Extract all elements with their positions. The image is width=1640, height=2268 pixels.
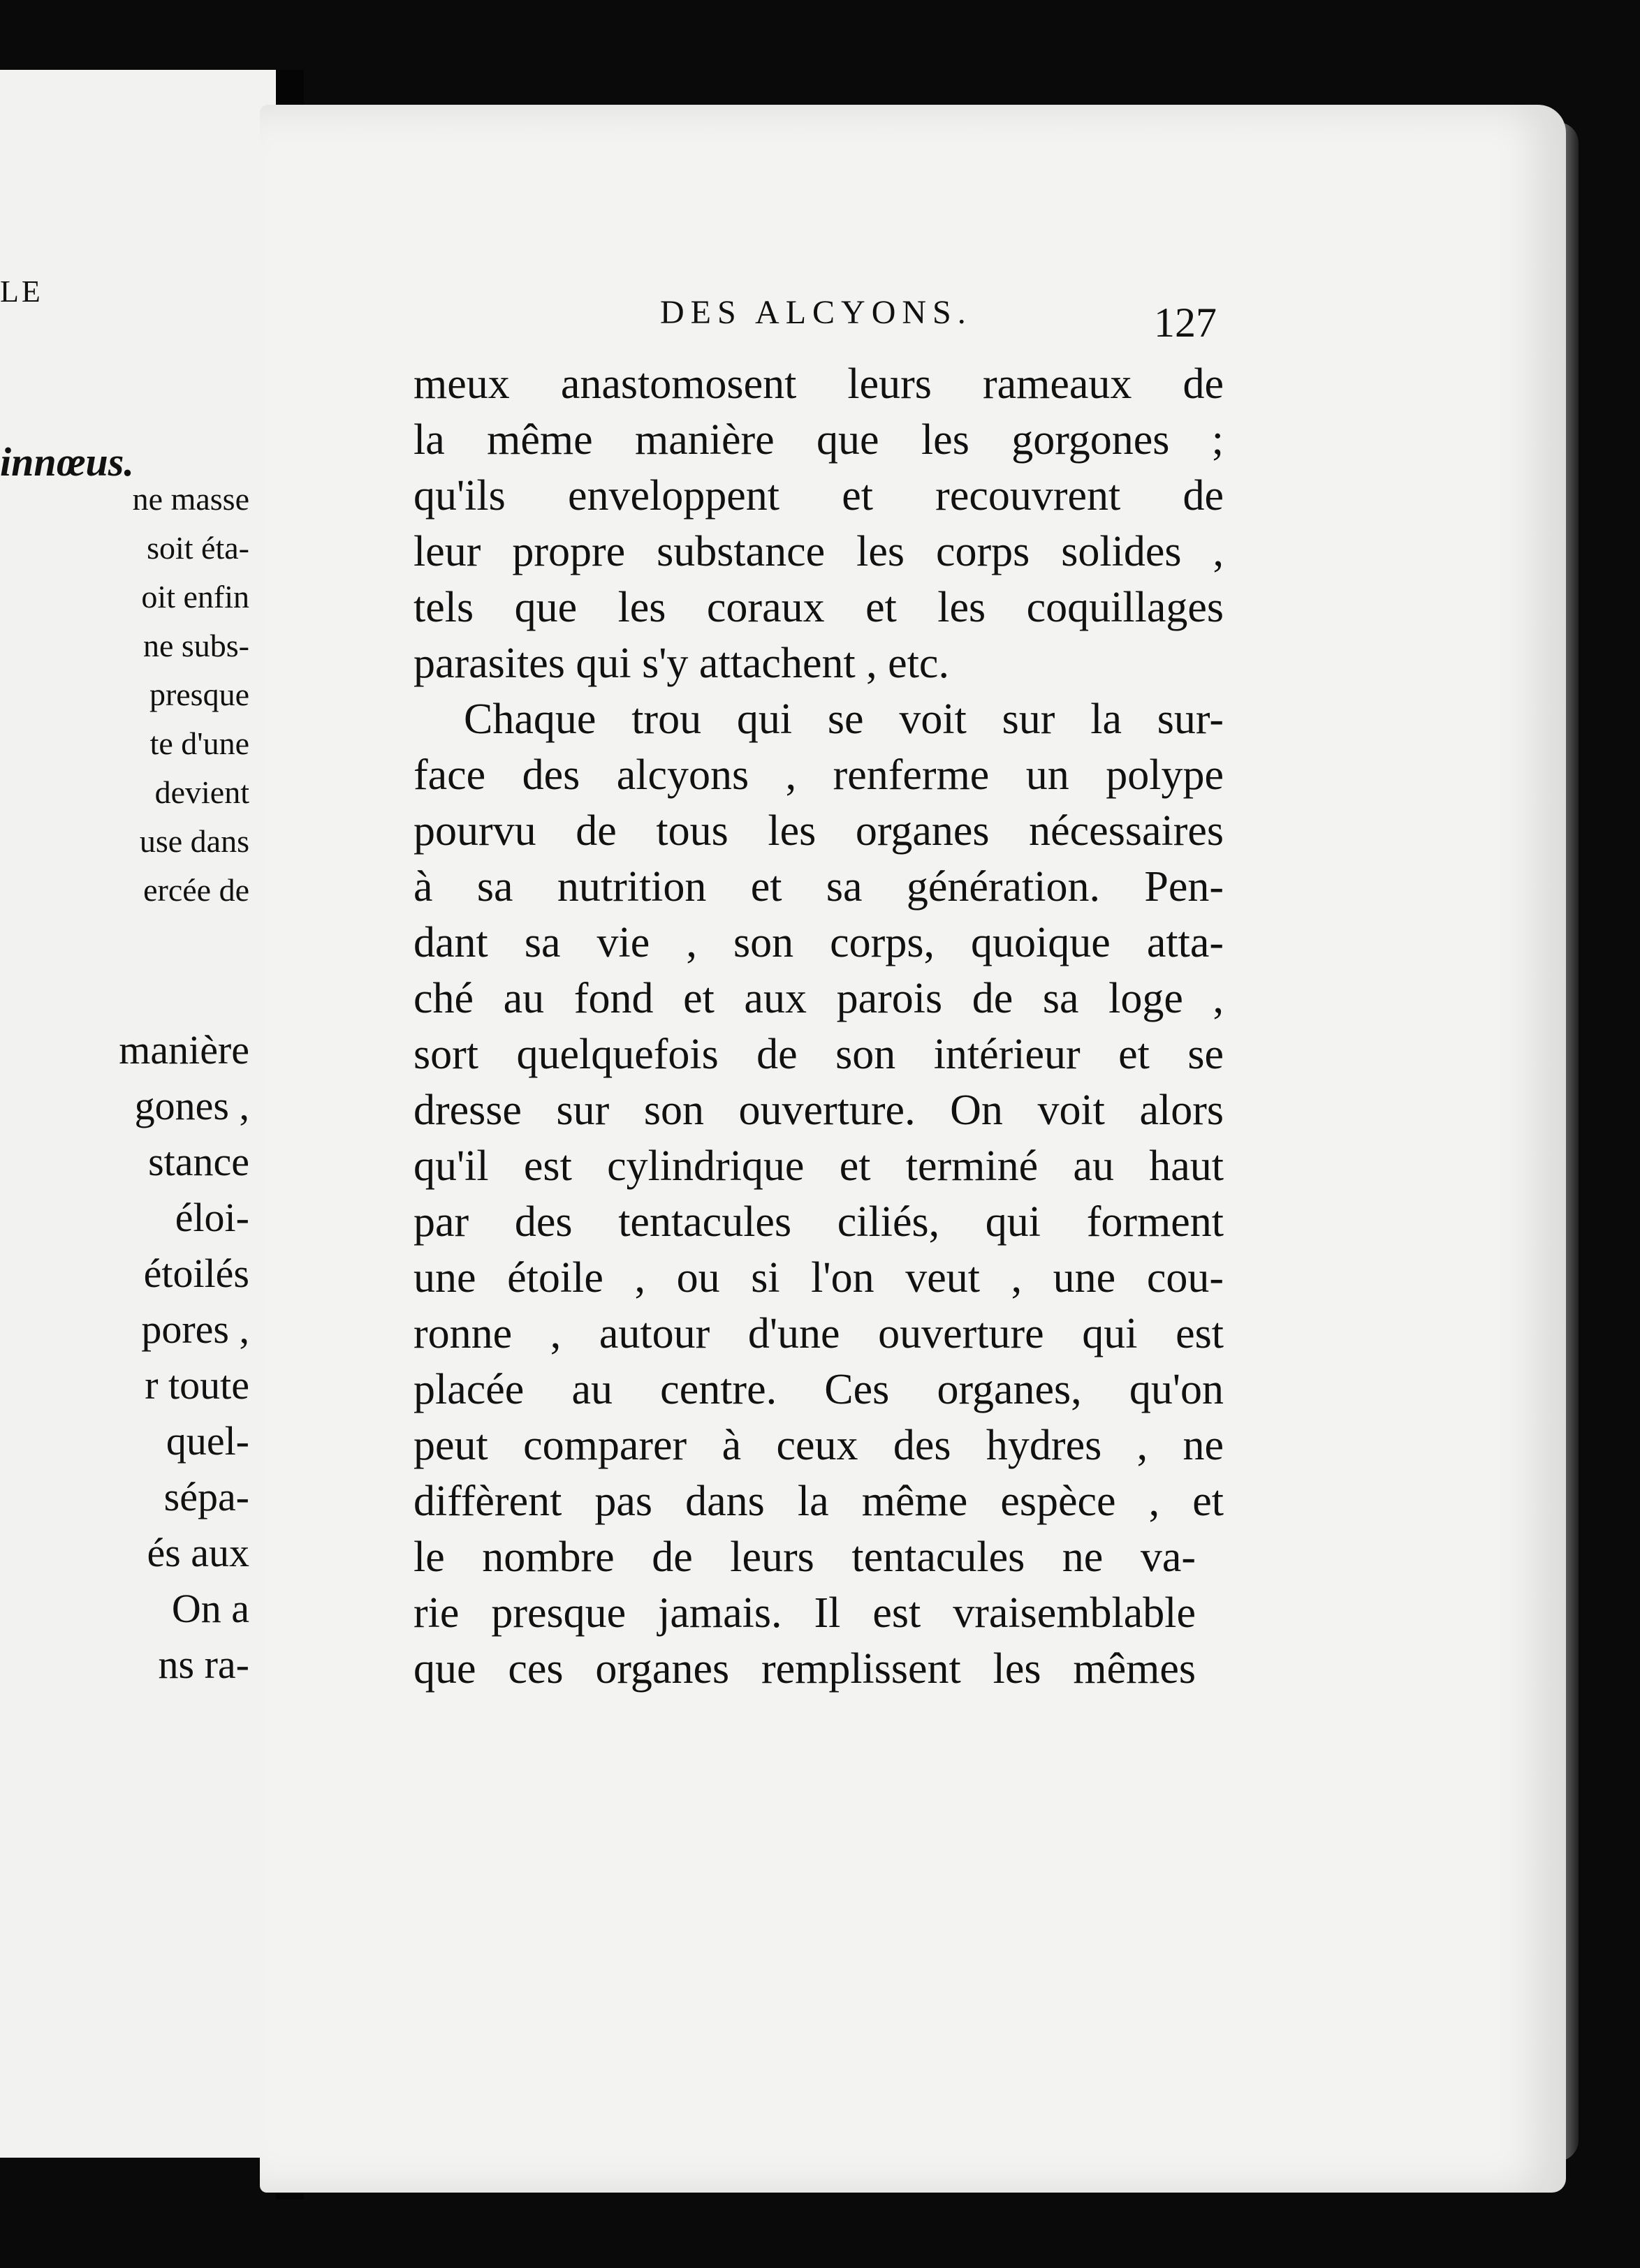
text-line: dant sa vie , son corps, quoique atta- xyxy=(413,919,1224,966)
previous-page-italic-heading: innœus. xyxy=(0,439,134,485)
text-line: parasites qui s'y attachent , etc. xyxy=(413,640,949,687)
previous-page-line: ne subs- xyxy=(142,628,249,663)
text-line: que ces organes remplissent les mêmes xyxy=(413,1645,1196,1693)
text-line: leur propre substance les corps solides , xyxy=(413,528,1224,575)
text-line: la même manière que les gorgones ; xyxy=(413,416,1224,464)
previous-page-line: On a xyxy=(171,1586,249,1631)
previous-page-fragment xyxy=(0,70,280,2158)
running-head: DES ALCYONS. xyxy=(660,294,972,331)
text-line: ronne , autour d'une ouverture qui est xyxy=(413,1310,1224,1357)
previous-page-line: use dans xyxy=(139,823,249,859)
text-line: rie presque jamais. Il est vraisemblable xyxy=(413,1589,1196,1637)
text-line: à sa nutrition et sa génération. Pen- xyxy=(413,863,1224,911)
page-number: 127 xyxy=(1154,300,1217,346)
text-line: placée au centre. Ces organes, qu'on xyxy=(413,1366,1224,1413)
previous-page-line: éloi- xyxy=(175,1195,249,1240)
text-line: qu'il est cylindrique et terminé au haut xyxy=(413,1142,1224,1190)
paragraph-first-line: Chaque trou qui se voit sur la sur- xyxy=(464,695,1224,743)
previous-page-line: manière xyxy=(119,1027,249,1073)
text-line: meux anastomosent leurs rameaux de xyxy=(413,360,1224,408)
text-line: le nombre de leurs tentacules ne va- xyxy=(413,1533,1196,1581)
text-line: diffèrent pas dans la même espèce , et xyxy=(413,1478,1224,1525)
previous-page-line: ercée de xyxy=(143,872,249,908)
text-line: face des alcyons , renferme un polype xyxy=(413,751,1224,799)
previous-page-line: r toute xyxy=(145,1362,249,1408)
previous-page-line: soit éta- xyxy=(147,530,249,566)
previous-page-line: quel- xyxy=(166,1418,249,1464)
previous-page-line: és aux xyxy=(147,1530,249,1575)
text-line: sort quelquefois de son intérieur et se xyxy=(413,1031,1224,1078)
text-line: tels que les coraux et les coquillages xyxy=(413,584,1224,631)
text-line: peut comparer à ceux des hydres , ne xyxy=(413,1422,1224,1469)
previous-page-line: gones , xyxy=(134,1083,249,1128)
text-line: par des tentacules ciliés, qui forment xyxy=(413,1198,1224,1246)
previous-page-line: étoilés xyxy=(143,1251,249,1296)
text-line: qu'ils enveloppent et recouvrent de xyxy=(413,472,1224,520)
previous-page-line: ne masse xyxy=(132,481,249,517)
previous-page-line: sépa- xyxy=(163,1474,249,1519)
text-line: dresse sur son ouverture. On voit alors xyxy=(413,1087,1224,1134)
previous-page-line: te d'une xyxy=(149,726,249,761)
previous-page-line: devient xyxy=(154,774,249,810)
previous-page-running-head: LE xyxy=(0,274,43,309)
previous-page-line: stance xyxy=(148,1139,249,1184)
text-line: pourvu de tous les organes nécessaires xyxy=(413,807,1224,855)
body-text xyxy=(413,356,1224,1697)
text-line: ché au fond et aux parois de sa loge , xyxy=(413,975,1224,1022)
text-line: une étoile , ou si l'on veut , une cou- xyxy=(413,1254,1224,1302)
previous-page-line: presque xyxy=(149,677,249,712)
previous-page-line: oit enfin xyxy=(141,579,249,614)
previous-page-line: pores , xyxy=(141,1306,249,1352)
previous-page-line: ns ra- xyxy=(158,1642,249,1687)
